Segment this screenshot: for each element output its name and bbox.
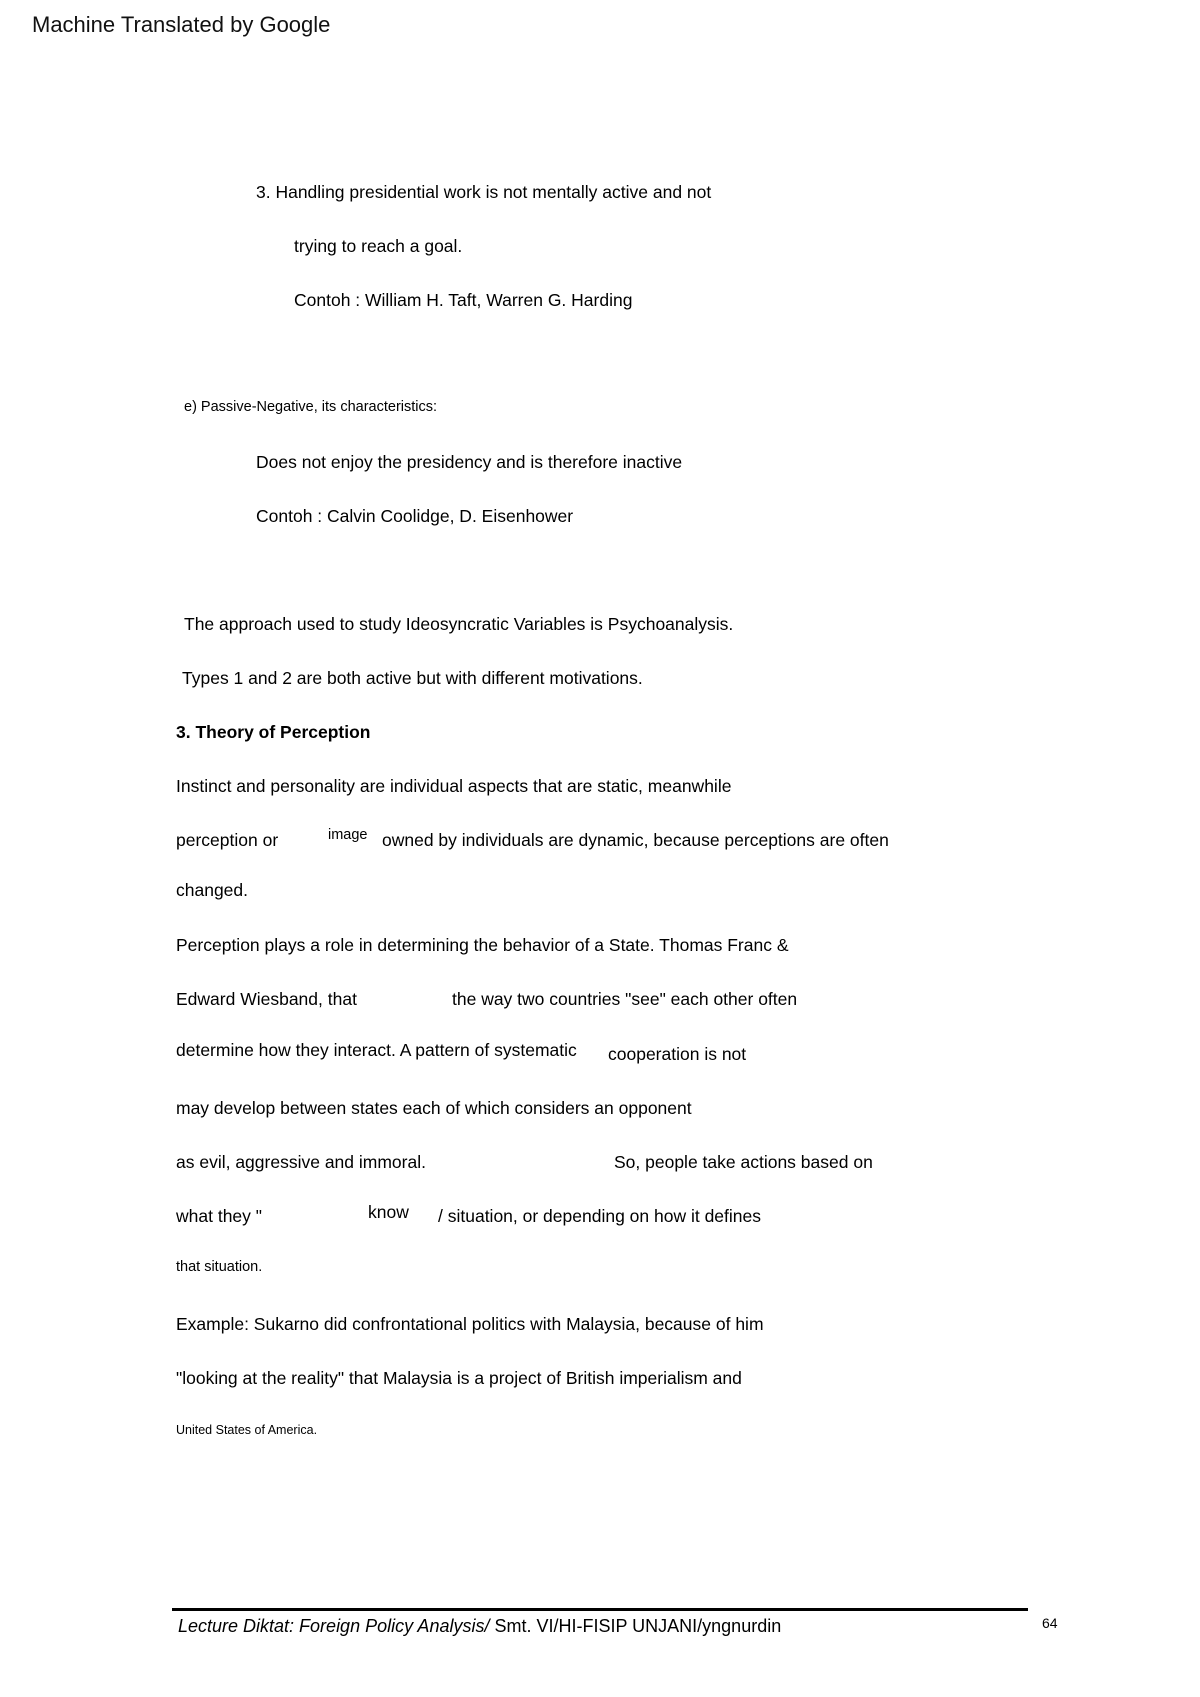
page-footer [178, 1617, 781, 1635]
paragraph-line: Instinct and personality are individual aspects that are static, meanwhile [176, 776, 732, 796]
section-heading: 3. Theory of Perception [176, 722, 371, 742]
inline-term: image [328, 827, 368, 843]
paragraph-line: Types 1 and 2 are both active but with different motivations. [182, 668, 643, 688]
paragraph-line-part: the way two countries "see" each other often [452, 989, 798, 1009]
paragraph-line-part: / situation, or depending on how it defines [438, 1206, 761, 1226]
page-number: 64 [1042, 1615, 1058, 1631]
paragraph-line: The approach used to study Ideosyncratic Variables is Psychoanalysis. [184, 614, 734, 634]
paragraph-line: "looking at the reality" that Malaysia is a project of British imperialism and [176, 1368, 742, 1388]
footer-rule [172, 1608, 1028, 1611]
paragraph-line-part: Edward Wiesband, that [176, 989, 357, 1009]
paragraph-line: that situation. [176, 1259, 263, 1275]
example-line: Contoh : Calvin Coolidge, D. Eisenhower [256, 506, 574, 526]
paragraph-line-part: as evil, aggressive and immoral. [176, 1152, 426, 1172]
paragraph-line: Example: Sukarno did confrontational politics with Malaysia, because of him [176, 1314, 764, 1334]
characteristic-line: Does not enjoy the presidency and is therefore inactive [256, 452, 683, 472]
subheading-passive-negative: e) Passive-Negative, its characteristics: [184, 399, 438, 415]
paragraph-line: may develop between states each of which considers an opponent [176, 1098, 692, 1118]
list-item-3: 3. Handling presidential work is not mentally active and not [256, 182, 712, 202]
paragraph-line: United States of America. [176, 1423, 318, 1437]
paragraph-line-part: what they " [176, 1206, 262, 1226]
paragraph-line-part: cooperation is not [608, 1044, 747, 1064]
paragraph-line-part: owned by individuals are dynamic, because perceptions are often [382, 830, 889, 850]
footer-course-title: Lecture Diktat: Foreign Policy Analysis/ [178, 1616, 490, 1636]
paragraph-line: Perception plays a role in determining the behavior of a State. Thomas Franc & [176, 935, 789, 955]
inline-term: know [368, 1202, 409, 1222]
paragraph-line-part: determine how they interact. A pattern of systematic [176, 1040, 577, 1060]
translation-banner: Machine Translated by Google [32, 12, 331, 37]
footer-course-info: Smt. VI/HI-FISIP UNJANI/yngnurdin [489, 1616, 782, 1636]
example-line: Contoh : William H. Taft, Warren G. Harding [294, 290, 633, 310]
paragraph-line-part: perception or [176, 830, 279, 850]
paragraph-line-part: So, people take actions based on [614, 1152, 873, 1172]
list-item-3-continued: trying to reach a goal. [294, 236, 463, 256]
paragraph-line: changed. [176, 880, 249, 900]
